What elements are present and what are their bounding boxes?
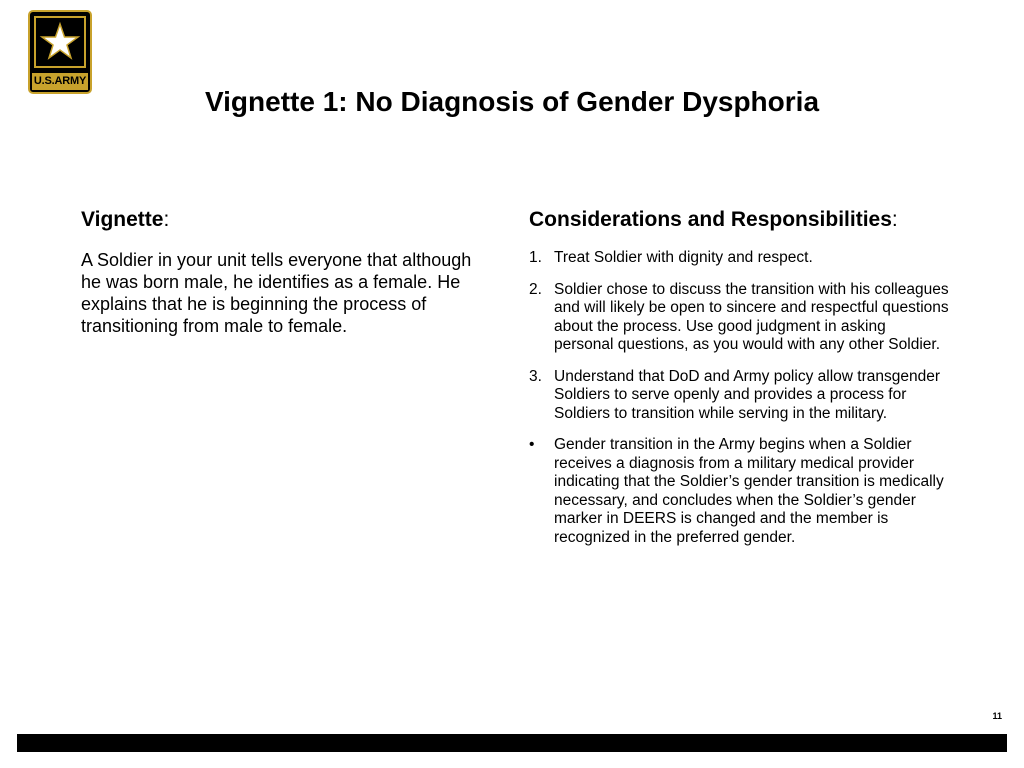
list-marker: 2. — [529, 280, 542, 298]
bullet-icon: • — [529, 436, 535, 453]
considerations-heading — [529, 207, 949, 233]
list-item-text: Understand that DoD and Army policy allow transgender Soldiers to serve openly and provides a process for Soldiers to transition while serving in the military. — [554, 367, 940, 422]
logo-text: U.S.ARMY — [32, 73, 88, 90]
list-item-text: Treat Soldier with dignity and respect. — [554, 249, 813, 266]
footer-bar — [17, 734, 1007, 752]
list-marker: 3. — [529, 367, 542, 385]
vignette-section — [81, 207, 491, 337]
star-icon — [34, 16, 86, 68]
considerations-heading-colon: : — [891, 208, 898, 231]
list-item-text: Soldier chose to discuss the transition with his colleagues and will likely be open to sincere and respectful questions about the process. Use good judgment in asking personal questions, as you would with any other Soldier. — [554, 280, 949, 353]
army-logo — [28, 10, 92, 94]
list-item — [529, 249, 949, 268]
page-title: Vignette 1: No Diagnosis of Gender Dysphoria — [204, 86, 820, 117]
list-item — [529, 368, 949, 424]
vignette-heading-text: Vignette — [81, 208, 164, 231]
vignette-heading-colon: : — [163, 208, 170, 231]
considerations-heading-text: Considerations and Responsibilities — [529, 208, 892, 231]
list-marker: 1. — [529, 249, 542, 266]
vignette-heading — [81, 207, 491, 233]
list-item — [529, 281, 949, 355]
list-item-text: Gender transition in the Army begins when a Soldier receives a diagnosis from a military medical provider indicating that the Soldier’s gender transition is medically necessary, and concludes when the Soldier’s gender marker in DEERS is changed and the member is recognized in the preferred gender. — [554, 436, 944, 546]
list-item — [529, 436, 949, 547]
page-number: 11 — [992, 711, 1002, 721]
vignette-body: A Soldier in your unit tells everyone that although he was born male, he identifies as a female. He explains that he is beginning the process of transitioning from male to female. — [81, 250, 472, 336]
considerations-section — [529, 207, 949, 560]
considerations-list — [529, 249, 949, 547]
